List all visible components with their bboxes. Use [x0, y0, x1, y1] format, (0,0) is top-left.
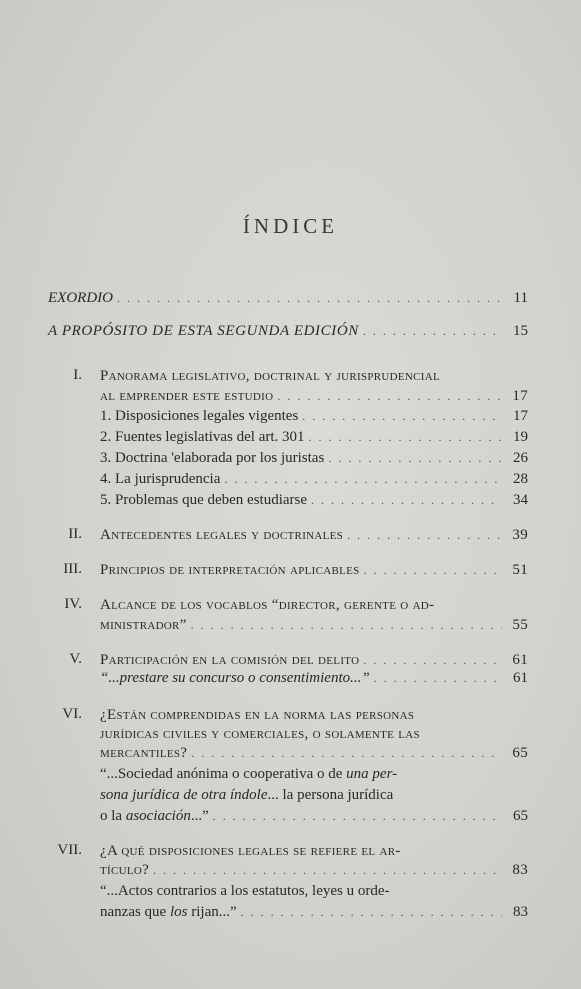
entry-label-line: ministrador” — [100, 617, 187, 633]
dot-leader — [213, 807, 502, 825]
chapter-number: I. — [73, 367, 82, 383]
dot-leader — [328, 449, 502, 467]
entry-page: 39 — [512, 527, 528, 543]
quote-text: “...Sociedad anónima o cooperativa o de — [100, 766, 343, 782]
subentry-label: 2. Fuentes legislativas del art. 301 — [100, 429, 305, 445]
dot-leader — [302, 407, 502, 425]
entry-label-line: al emprender este estudio — [100, 388, 274, 404]
quote-page: 83 — [513, 904, 528, 920]
entry-label-line: tículo? — [100, 862, 150, 878]
subentry[interactable] — [100, 449, 528, 467]
dot-leader — [311, 491, 502, 509]
dot-leader — [117, 289, 502, 307]
subentry-page: 34 — [513, 492, 528, 508]
quote-line — [100, 786, 528, 804]
quote-text: nanzas que — [100, 904, 167, 920]
dot-leader — [364, 561, 502, 579]
quote-line — [100, 765, 528, 783]
entry-label-line: ¿A qué disposiciones legales se refiere el ar- — [100, 843, 401, 859]
subentry[interactable] — [100, 407, 528, 425]
dot-leader — [309, 428, 502, 446]
subentry[interactable] — [100, 428, 528, 446]
entry-label-line: Panorama legislativo, doctrinal y jurisprudencial — [100, 368, 441, 384]
entry-label-line: jurídicas civiles y comerciales, o solamente las — [100, 726, 420, 742]
quote-text: o la — [100, 808, 123, 824]
subentry-page: 28 — [513, 471, 528, 487]
entry-page: 83 — [512, 862, 528, 878]
subentry[interactable] — [100, 669, 528, 687]
entry-label: EXORDIO — [48, 290, 113, 306]
subentry-page: 19 — [513, 429, 528, 445]
entry-page: 11 — [513, 290, 528, 306]
subentry-page: 26 — [513, 450, 528, 466]
entry-label: A PROPÓSITO DE ESTA SEGUNDA EDICIÓN — [48, 323, 359, 339]
dot-leader — [191, 616, 502, 634]
entry-label-line: Alcance de los vocablos “director, gerente o ad- — [100, 597, 435, 613]
quote-text: sona jurídica de otra índole — [100, 787, 268, 803]
entry-label-line: Antecedentes legales y doctrinales — [100, 527, 344, 543]
dot-leader — [153, 861, 502, 879]
chapter-number: IV. — [64, 596, 82, 612]
dot-leader — [224, 470, 502, 488]
quote-text: rijan...” — [191, 904, 237, 920]
entry-page: 61 — [512, 652, 528, 668]
entry-label-line: ¿Están comprendidas en la norma las personas — [100, 707, 415, 723]
quote-label: “...prestare su concurso o consentimiento...” — [100, 670, 370, 686]
chapter-number: III. — [63, 561, 82, 577]
entry-page: 55 — [512, 617, 528, 633]
dot-leader — [374, 669, 502, 687]
subentry[interactable] — [100, 470, 528, 488]
dot-leader — [191, 744, 502, 762]
quote-text: los — [169, 904, 188, 920]
quote-page: 65 — [513, 808, 528, 824]
subentry-label: 5. Problemas que deben estudiarse — [100, 492, 308, 508]
quote-line: “...Actos contrarios a los estatutos, leyes u orde- — [100, 883, 390, 899]
quote-text: ... la persona jurídica — [267, 787, 394, 803]
chapter-number: V. — [69, 651, 82, 667]
quote-page: 61 — [513, 670, 528, 686]
dot-leader — [241, 903, 502, 921]
quote-text: ...” — [190, 808, 209, 824]
entry-label-line: Participación en la comisión del delito — [100, 652, 360, 668]
chapter-number: VII. — [57, 842, 82, 858]
quote-text: una per- — [346, 766, 398, 782]
dot-leader — [277, 387, 502, 405]
entry-page: 51 — [512, 562, 528, 578]
entry-label-line: Principios de interpretación aplicables — [100, 562, 360, 578]
quote-text: asociación — [125, 808, 191, 824]
dot-leader — [363, 651, 502, 669]
subentry-page: 17 — [513, 408, 528, 424]
chapter-number: VI. — [62, 706, 82, 722]
subentry-label: 3. Doctrina 'elaborada por los juristas — [100, 450, 325, 466]
dot-leader — [363, 322, 502, 340]
entry-page: 65 — [512, 745, 528, 761]
subentry-label: 1. Disposiciones legales vigentes — [100, 408, 299, 424]
subentry-label: 4. La jurisprudencia — [100, 471, 221, 487]
dot-leader — [347, 526, 502, 544]
entry-label-line: mercantiles? — [100, 745, 188, 761]
subentry[interactable] — [100, 491, 528, 509]
entry-page: 15 — [513, 323, 528, 339]
entry-page: 17 — [512, 388, 528, 404]
chapter-number: II. — [68, 526, 82, 542]
page-title: ÍNDICE — [242, 214, 339, 238]
